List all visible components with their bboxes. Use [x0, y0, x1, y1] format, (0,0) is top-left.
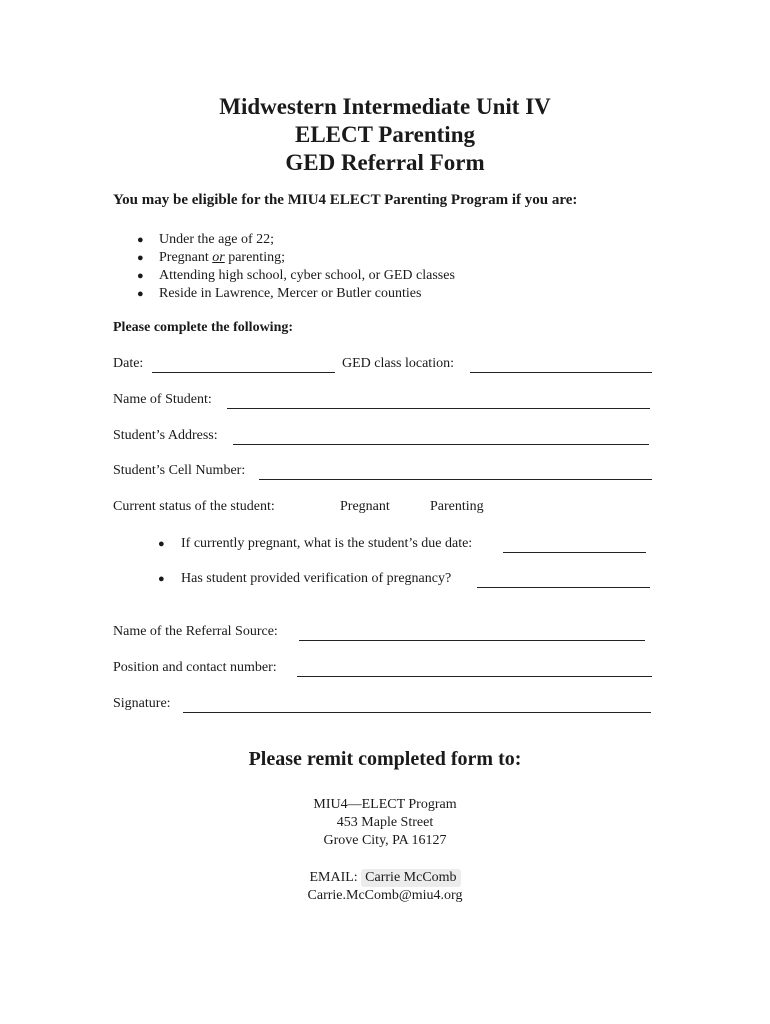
student-address-label: Student’s Address:: [113, 428, 218, 443]
contact-name-chip[interactable]: Carrie McComb: [361, 869, 460, 887]
student-name-row: [113, 391, 653, 411]
position-contact-field[interactable]: [297, 676, 652, 677]
form-instructions: Please complete the following:: [113, 320, 294, 335]
student-cell-label: Student’s Cell Number:: [113, 463, 246, 478]
bullet-icon: ●: [158, 538, 165, 550]
bullet-icon: ●: [137, 252, 144, 264]
eligibility-item-age: ● Under the age of 22;: [113, 231, 455, 249]
signature-field[interactable]: [183, 712, 651, 713]
due-date-row: [158, 535, 648, 555]
date-location-row: [113, 355, 653, 375]
eligibility-list: [113, 231, 455, 303]
referral-source-row: [113, 623, 653, 643]
email-label: EMAIL:: [309, 870, 358, 885]
bullet-icon: ●: [137, 288, 144, 300]
remit-heading: Please remit completed form to:: [248, 748, 522, 770]
emphasis-or: or: [212, 250, 225, 265]
student-name-field[interactable]: [227, 408, 650, 409]
eligibility-intro: You may be eligible for the MIU4 ELECT Parenting Program if you are:: [113, 192, 578, 208]
status-option-pregnant[interactable]: Pregnant: [340, 499, 390, 514]
student-cell-row: [113, 462, 653, 482]
signature-row: [113, 695, 653, 715]
remit-street: 453 Maple Street: [336, 815, 434, 830]
ged-location-label: GED class location:: [342, 356, 454, 371]
org-title: Midwestern Intermediate Unit IV: [219, 94, 551, 119]
date-field[interactable]: [152, 372, 335, 373]
bullet-icon: ●: [137, 234, 144, 246]
signature-label: Signature:: [113, 696, 171, 711]
ged-location-field[interactable]: [470, 372, 652, 373]
referral-source-label: Name of the Referral Source:: [113, 624, 278, 639]
remit-city: Grove City, PA 16127: [323, 833, 447, 848]
bullet-icon: ●: [137, 270, 144, 282]
due-date-label: If currently pregnant, what is the student’s due date:: [181, 536, 473, 551]
student-address-row: [113, 427, 653, 447]
verification-row: [158, 570, 652, 590]
program-title: ELECT Parenting: [295, 122, 475, 147]
verification-field[interactable]: [477, 587, 650, 588]
status-row: [113, 498, 653, 518]
email-address-link[interactable]: Carrie.McComb@miu4.org: [307, 888, 463, 903]
student-address-field[interactable]: [233, 444, 649, 445]
remit-program: MIU4—ELECT Program: [313, 797, 457, 812]
bullet-icon: ●: [158, 573, 165, 585]
student-cell-field[interactable]: [259, 479, 652, 480]
status-option-parenting[interactable]: Parenting: [430, 499, 484, 514]
eligibility-item-pregnant: ● Pregnant or parenting;: [113, 249, 455, 267]
referral-source-field[interactable]: [299, 640, 645, 641]
eligibility-item-counties: ● Reside in Lawrence, Mercer or Butler counties: [113, 285, 455, 303]
due-date-field[interactable]: [503, 552, 646, 553]
form-title: GED Referral Form: [285, 150, 485, 175]
date-label: Date:: [113, 356, 144, 371]
status-label: Current status of the student:: [113, 499, 275, 514]
remit-email-row: [0, 869, 770, 887]
verification-label: Has student provided verification of pregnancy?: [181, 571, 452, 586]
student-name-label: Name of Student:: [113, 392, 212, 407]
position-contact-row: [113, 659, 653, 679]
position-contact-label: Position and contact number:: [113, 660, 277, 675]
eligibility-item-school: ● Attending high school, cyber school, or GED classes: [113, 267, 455, 285]
